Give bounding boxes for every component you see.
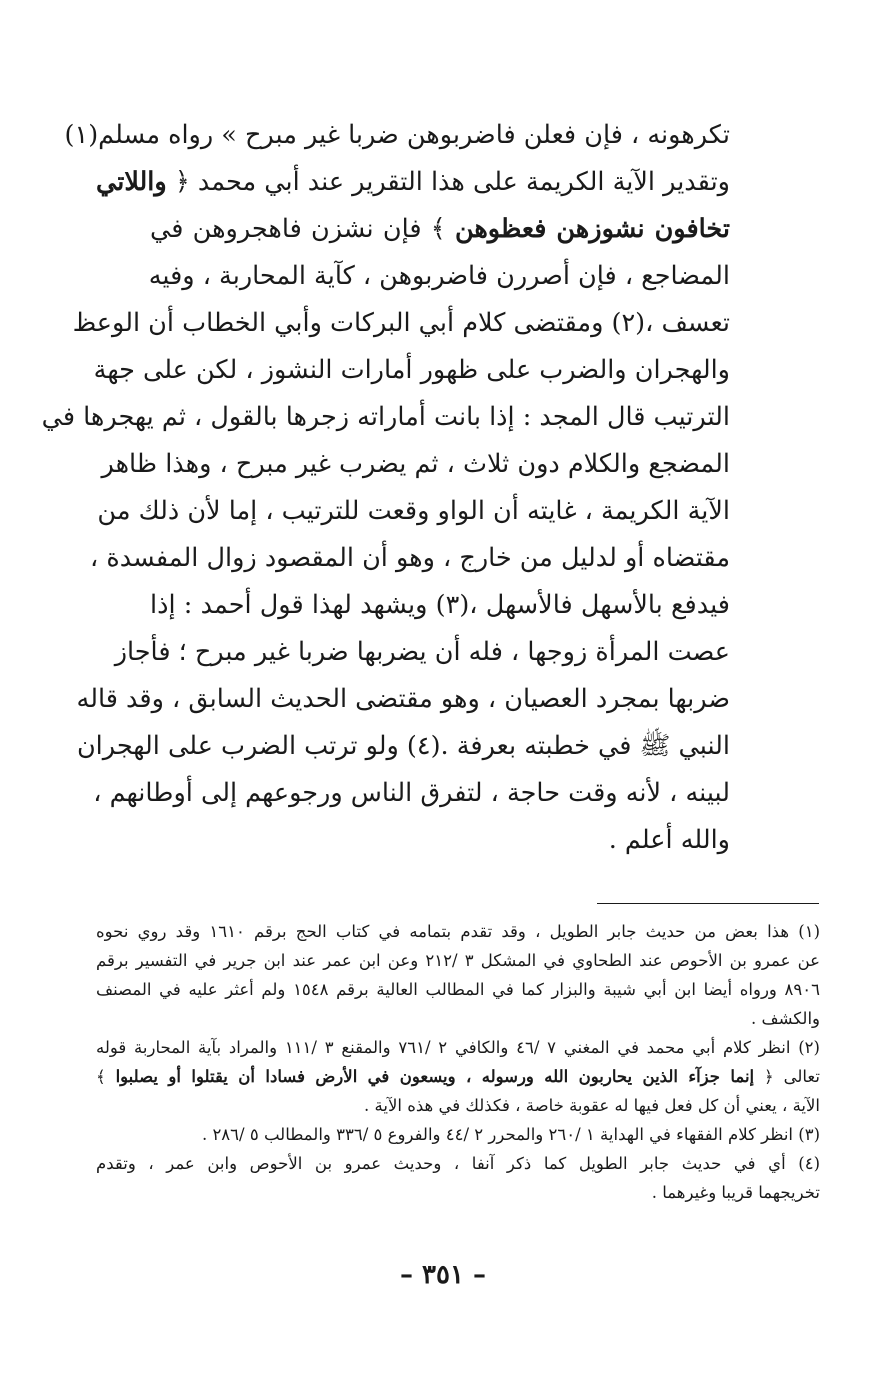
page-number: – ٣٥١ –: [399, 1260, 487, 1290]
footnote-line: الآية ، يعني أن كل فعل فيها له عقوبة خاصة ، فكذلك في هذه الآية .: [364, 1096, 820, 1115]
text-line: الترتيب قال المجد : إذا بانت أماراته زجرها بالقول ، ثم يهجرها في: [41, 402, 730, 432]
text-line: تكرهونه ، فإن فعلن فاضربوهن ضربا غير مبرح » رواه مسلم(١): [64, 120, 730, 150]
text-line: والهجران والضرب على ظهور أمارات النشوز ، لكن على جهة: [93, 355, 730, 385]
text-line: عصت المرأة زوجها ، فله أن يضربها ضربا غير مبرح ؛ فأجاز: [114, 637, 730, 667]
footnote-line: عن عمرو بن الأحوص عند الطحاوي في المشكل ٣ /٢١٢ وعن ابن عمر عند ابن جرير في التفسير برقم: [96, 951, 821, 970]
footnote-line: (٣) انظر كلام الفقهاء في الهداية ١ /٢٦٠ والمحرر ٢ /٤٤ والفروع ٥ /٣٣٦ والمطالب ٥ /٢٨٦ .: [201, 1125, 820, 1144]
text-line: المضجع والكلام دون ثلاث ، ثم يضرب غير مبرح ، وهذا ظاهر: [101, 449, 730, 479]
text-line: ضربها بمجرد العصيان ، وهو مقتضى الحديث السابق ، وقد قاله: [76, 684, 730, 714]
text-line: تعسف ،(٢) ومقتضى كلام أبي البركات وأبي الخطاب أن الوعظ: [72, 308, 730, 338]
footnotes: [96, 917, 820, 1207]
footnote-line: والكشف .: [751, 1009, 820, 1028]
text-line: وتقدير الآية الكريمة على هذا التقرير عند أبي محمد ﴿ واللاتي: [95, 167, 730, 197]
main-text: [41, 112, 730, 864]
quran-quote: واللاتي: [95, 167, 167, 197]
footnote-line: (٤) أي في حديث جابر الطويل كما ذكر آنفا ، وحديث عمرو بن الأحوص وابن عمر ، وتقدم: [96, 1154, 820, 1173]
footnote-line: تخريجهما قريبا وغيرهما .: [651, 1183, 820, 1202]
text-line: تخافون نشوزهن فعظوهن ﴾ فإن نشزن فاهجروهن في: [150, 214, 730, 244]
text-line: والله أعلم .: [608, 825, 730, 855]
text-line: الآية الكريمة ، غايته أن الواو وقعت للترتيب ، إما لأن ذلك من: [97, 496, 730, 526]
text-line: فيدفع بالأسهل فالأسهل ،(٣) ويشهد لهذا قول أحمد : إذا: [150, 590, 730, 620]
quran-quote: إنما جزآء الذين يحاربون الله ورسوله ، ويسعون في الأرض فسادا أن يقتلوا أو يصلبوا: [115, 1067, 755, 1086]
footnote-separator: [597, 903, 819, 904]
footnote-line: تعالى ﴿ إنما جزآء الذين يحاربون الله ورسوله ، ويسعون في الأرض فسادا أن يقتلوا أو يصلبوا ﴾: [96, 1067, 820, 1086]
text-line: لبينه ، لأنه وقت حاجة ، لتفرق الناس ورجوعهم إلى أوطانهم ،: [93, 778, 730, 808]
footnote-line: (٢) انظر كلام أبي محمد في المغني ٧ /٤٦ والكافي ٢ /٧٦١ والمقنع ٣ /١١١ والمراد بآية المحاربة قوله: [96, 1038, 820, 1057]
footnote-line: ٨٩٠٦ ورواه أيضا ابن أبي شيبة والبزار كما في المطالب العالية برقم ١٥٤٨ ولم أعثر عليه في المصنف: [96, 980, 820, 999]
text-line: المضاجع ، فإن أصررن فاضربوهن ، كآية المحاربة ، وفيه: [148, 261, 730, 291]
quran-quote: تخافون نشوزهن فعظوهن: [454, 214, 730, 244]
text-line: النبي ﷺ في خطبته بعرفة .(٤) ولو ترتب الضرب على الهجران: [76, 731, 730, 761]
footnote-line: (١) هذا بعض من حديث جابر الطويل ، وقد تقدم بتمامه في كتاب الحج برقم ١٦١٠ وقد روي نحوه: [96, 922, 820, 941]
text-line: مقتضاه أو لدليل من خارج ، وهو أن المقصود زوال المفسدة ،: [90, 543, 730, 573]
